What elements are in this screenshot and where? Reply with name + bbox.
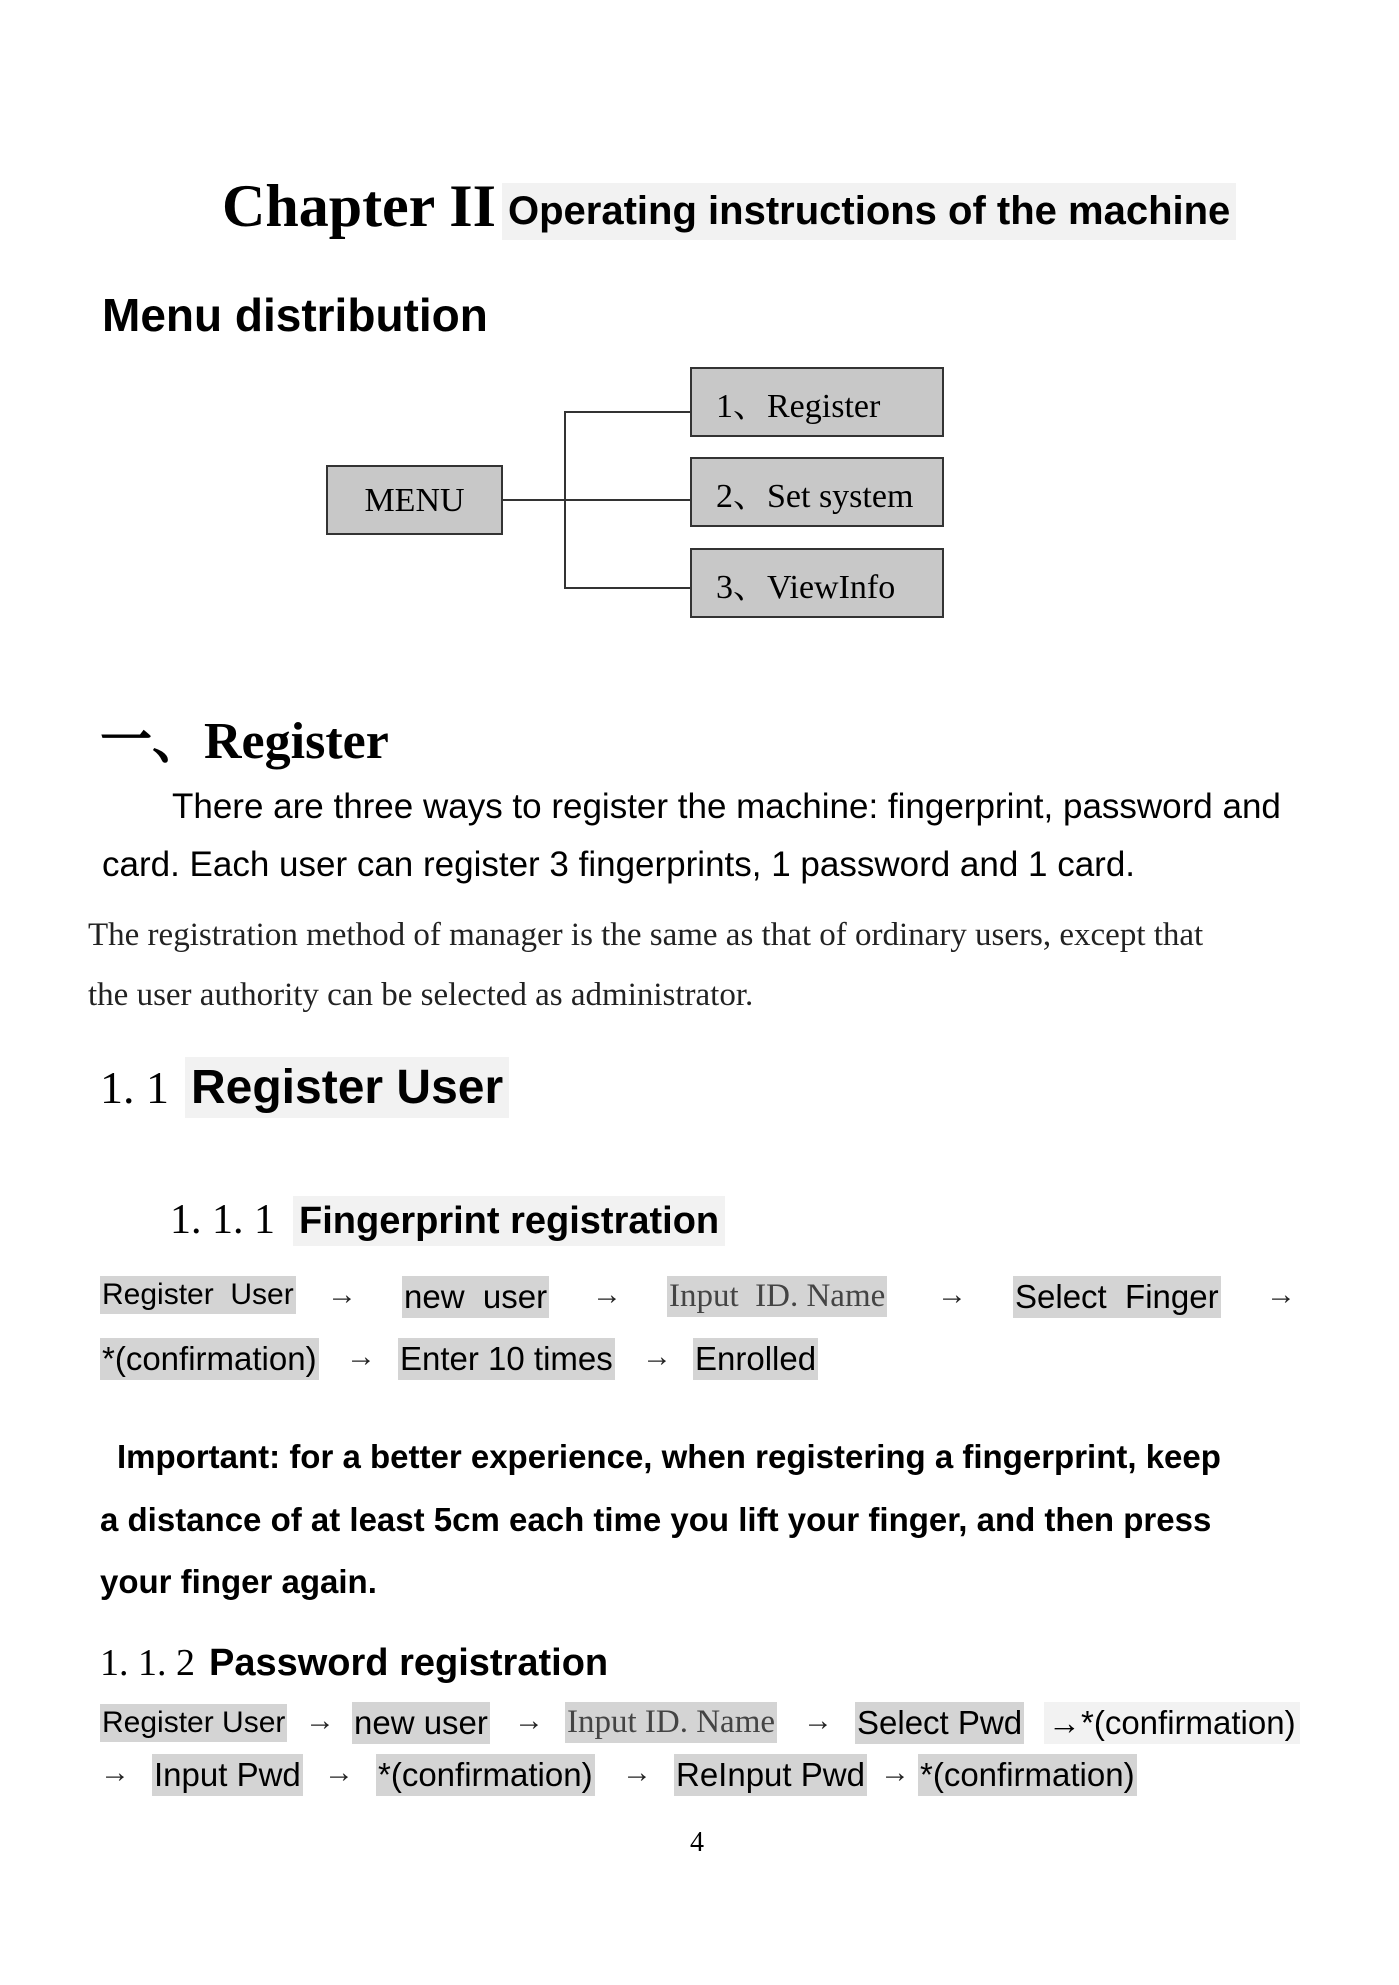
important-note-line2: a distance of at least 5cm each time you lift your finger, and then press [100, 1501, 1212, 1538]
flow-arrow: → [622, 1756, 652, 1789]
flow-step-enter-10-times: Enter 10 times [398, 1338, 615, 1380]
flow-arrow: → [592, 1278, 622, 1311]
flow-arrow: → [1266, 1278, 1296, 1311]
register-para1-line1: There are three ways to register the machine: fingerprint, password and [172, 787, 1281, 826]
flow-step-confirmation: *(confirmation) [100, 1338, 319, 1380]
menu-option-viewinfo: 3、ViewInfo [690, 548, 944, 618]
flow-arrow: → [324, 1756, 354, 1789]
pwd-flow-select-pwd: Select Pwd [855, 1702, 1024, 1744]
connector-branch-1 [564, 411, 690, 413]
connector-horizontal-root [503, 499, 690, 501]
flow-step-new-user: new user [402, 1276, 549, 1318]
connector-vertical [564, 411, 566, 589]
section-1-1-title: Register User [185, 1057, 509, 1118]
register-heading: 一、Register [100, 713, 389, 770]
flow-arrow: → [100, 1756, 130, 1789]
menu-root-box: MENU [326, 465, 503, 535]
flow-arrow: → [346, 1340, 376, 1373]
flow-arrow: → [327, 1278, 357, 1311]
section-1-1-1-heading [170, 1196, 725, 1244]
section-1-1-2-number: 1. 1. 2 [100, 1642, 195, 1684]
register-para2-line1: The registration method of manager is the same as that of ordinary users, except that [88, 917, 1204, 953]
pwd-flow-confirmation-2: *(confirmation) [376, 1754, 595, 1796]
pwd-flow-reinput-pwd: ReInput Pwd [674, 1754, 867, 1796]
section-1-1-1-number: 1. 1. 1 [170, 1197, 275, 1243]
flow-arrow: → [305, 1704, 335, 1737]
pwd-flow-input-pwd: Input Pwd [152, 1754, 303, 1796]
important-note-line1: Important: for a better experience, when registering a fingerprint, keep [117, 1438, 1221, 1475]
page-number: 4 [690, 1827, 704, 1858]
section-1-1-2-title: Password registration [209, 1642, 609, 1684]
flow-arrow: → [642, 1340, 672, 1373]
register-para2-line2: the user authority can be selected as administrator. [88, 977, 754, 1013]
register-para1-line2: card. Each user can register 3 fingerprints, 1 password and 1 card. [102, 845, 1136, 884]
pwd-flow-confirmation-3: *(confirmation) [918, 1754, 1137, 1796]
chapter-title: Operating instructions of the machine [502, 183, 1236, 240]
flow-arrow: → [514, 1704, 544, 1737]
pwd-flow-register-user: Register User [100, 1704, 287, 1742]
menu-option-set-system: 2、Set system [690, 457, 944, 527]
connector-branch-3 [564, 587, 690, 589]
section-1-1-1-title: Fingerprint registration [293, 1196, 725, 1246]
flow-arrow: → [937, 1278, 967, 1311]
flow-step-select-finger: Select Finger [1013, 1276, 1221, 1318]
menu-distribution-heading: Menu distribution [102, 289, 488, 341]
flow-step-enrolled: Enrolled [693, 1338, 818, 1380]
section-1-1-heading [100, 1060, 509, 1115]
important-note-line3: your finger again. [100, 1563, 377, 1600]
pwd-flow-new-user: new user [352, 1702, 490, 1744]
chapter-number: Chapter II [222, 173, 496, 239]
pwd-flow-input-id-name: Input ID. Name [565, 1702, 777, 1743]
section-1-1-2-heading [100, 1641, 608, 1685]
flow-step-input-id-name: Input ID. Name [667, 1276, 887, 1317]
flow-step-register-user: Register User [100, 1276, 296, 1314]
flow-arrow: → [880, 1756, 910, 1789]
section-1-1-number: 1. 1 [100, 1062, 169, 1113]
menu-option-register: 1、Register [690, 367, 944, 437]
pwd-flow-confirmation-1: →*(confirmation) [1044, 1702, 1300, 1744]
flow-arrow: → [803, 1704, 833, 1737]
